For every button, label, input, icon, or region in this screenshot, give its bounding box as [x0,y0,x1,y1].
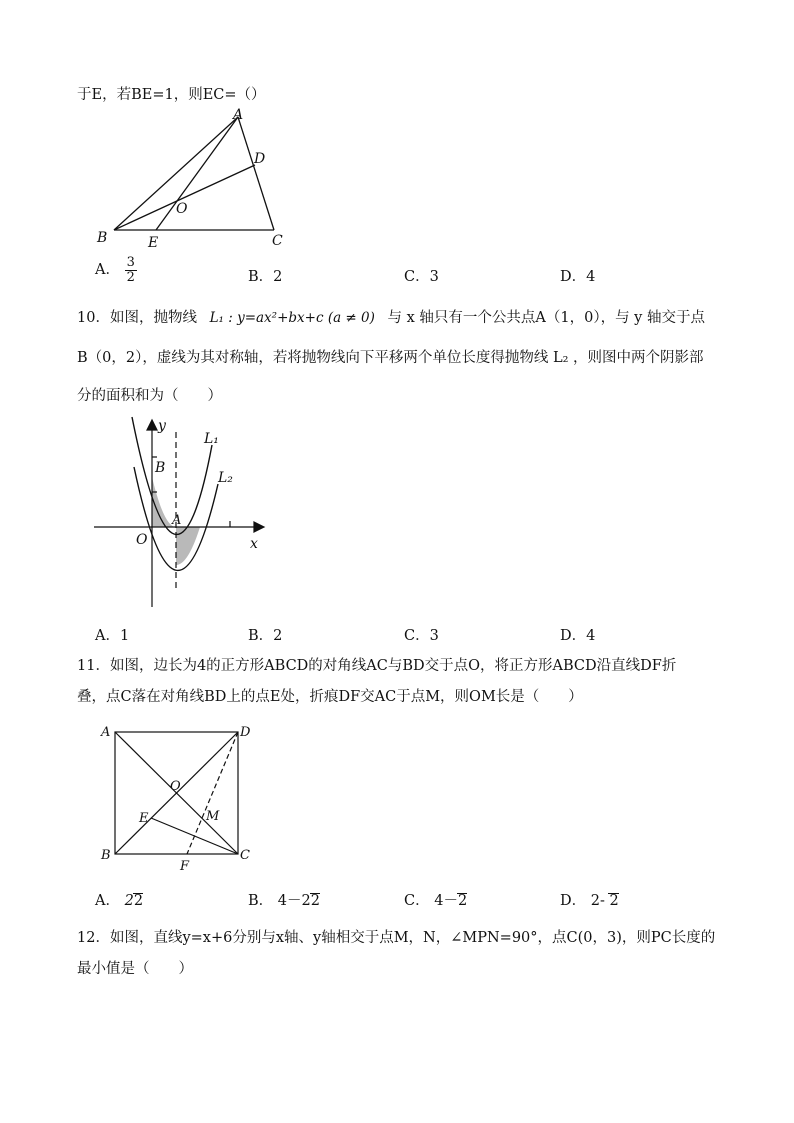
q11-option-d-sqrt: 2 [609,893,619,909]
q11-label-e: E [139,811,149,826]
q9-option-a[interactable]: A． $\frac{3}{2}$ [95,255,135,285]
q9-label-b: B [97,230,108,246]
q11-option-b[interactable]: B． 4－22 [248,893,320,909]
q10-label-b: B [155,460,166,476]
q10-option-b[interactable]: B．2 [248,628,283,644]
q9-side-ac [238,117,274,230]
q9-label-o: O [176,201,188,217]
q10-label-a: A [172,513,182,528]
q9-option-b[interactable]: B．2 [248,269,283,285]
q9-option-a-fraction: $\frac{3}{2}$ [126,255,135,285]
q9-segment-ae [156,117,238,230]
q11-option-a-sqrt: 2 [133,893,144,909]
q11-option-c-sqrt: 2 [457,893,468,909]
q10-option-a[interactable]: A．1 [95,628,130,644]
q11-option-c[interactable]: C． 4－2 [404,893,468,909]
q9-option-c[interactable]: C．3 [404,269,439,285]
q9-label-c: C [272,233,283,249]
q10-label-y: y [158,418,166,434]
q11-line1: 11．如图，边长为4的正方形ABCD的对角线AC与BD交于点O，将正方形ABCD沿直线DF折 [77,658,677,674]
q10-line1-mid: 与 x 轴只有一个公共点A（1，0），与 y 轴交于点 [387,310,705,326]
q9-label-e: E [148,235,159,251]
q9-segment-bd [114,165,255,230]
q11-label-d: D [240,725,251,740]
q10-line1 [77,306,705,327]
q10-line1-prefix: 10．如图，抛物线 [77,310,197,326]
q10-label-o: O [136,532,148,548]
q11-option-b-sqrt: 2 [310,893,320,909]
q11-label-c: C [240,848,250,863]
q11-label-b: B [101,848,111,863]
q12-line2: 最小值是（ ） [77,961,193,977]
q10-formula: L₁ : y=ax²+bx+c (a ≠ 0) [209,310,375,326]
q9-label-a: A [233,107,244,123]
q11-label-m: M [206,809,220,824]
q10-shaded-region-right-fill [176,527,200,565]
q11-option-a[interactable]: A． 22 [95,893,144,909]
q9-label-d: D [254,151,266,167]
q10-label-l2: L₂ [218,470,233,486]
q11-label-a: A [101,725,111,740]
q10-parabola-figure [88,412,278,612]
q10-y-axis-arrow [147,420,157,430]
q10-line2: B（0，2），虚线为其对称轴，若将抛物线向下平移两个单位长度得抛物线 L₂ ，则图中两个阴影部 [77,350,704,366]
q10-option-c[interactable]: C．3 [404,628,439,644]
q10-label-x: x [250,536,258,552]
q11-option-d[interactable]: D． 2- 2 [560,893,619,909]
q10-line3: 分的面积和为（ ） [77,388,222,404]
q9-option-d[interactable]: D．4 [560,269,596,285]
q10-label-l1: L₁ [204,431,219,447]
q11-label-f: F [180,859,190,874]
q11-square-figure [96,722,266,878]
q12-line1: 12．如图，直线y=x+6分别与x轴、y轴相交于点M，N，∠MPN=90°，点C(0，3)，则PC长度的 [77,930,716,946]
q11-label-o: O [170,779,181,794]
q11-line2: 叠，点C落在对角线BD上的点E处，折痕DF交AC于点M，则OM长是（ ） [77,689,583,705]
q10-x-axis-arrow [254,522,264,532]
q10-option-d[interactable]: D．4 [560,628,596,644]
q11-fold-line-df [187,732,238,854]
q9-tail-text: 于E，若BE=1，则EC=（） [77,87,266,103]
q9-triangle-figure [90,105,300,255]
